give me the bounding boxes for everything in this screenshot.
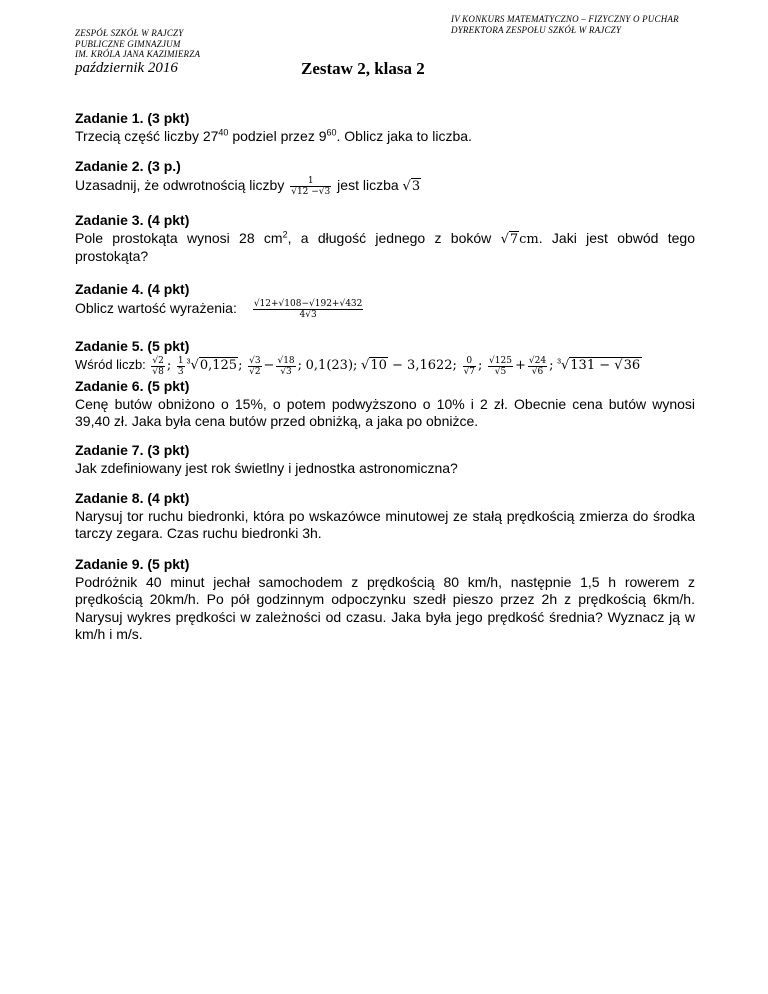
task-3-heading: Zadanie 3. (4 pkt) [75,212,190,228]
task-3-text: Pole prostokąta wynosi 28 $cm^2$, a długość jednego z boków √7cm. Jaki jest obwód tego prostokąta? [75,228,695,264]
task-8 [75,490,695,543]
task-3 [75,212,695,266]
page-title: Zestaw 2, klasa 2 [301,59,425,78]
task-2-text: Uzasadnij, że odwrotnością liczby $\frac{1}{√12 -√3}$ jest liczba √3 [75,175,421,197]
task-6-text: Cenę butów obniżono o 15%, o potem podwyższono o 10% i 2 zł. Obecnie cena butów wynosi 39,40 zł. Jaka była cena butów przed obniżką, a jaka po obniżce. [75,395,695,429]
task-4 [75,281,695,320]
task-1 [75,110,695,145]
task-7 [75,442,695,477]
contest-header [451,14,679,35]
task-9-heading: Zadanie 9. (5 pkt) [75,556,190,572]
task-4-heading: Zadanie 4. (4 pkt) [75,281,190,297]
contest-organizer: DYREKTORA ZESPOŁU SZKÓŁ W RAJCZY [451,24,622,35]
school-header [75,28,200,60]
task-8-heading: Zadanie 8. (4 pkt) [75,490,190,506]
task-5-heading: Zadanie 5. (5 pkt) [75,338,190,354]
task-4-text: Oblicz wartość wyrażenia: $\frac{√12+√108-√192+√432}{4√3}$ [75,298,363,320]
task-7-heading: Zadanie 7. (3 pkt) [75,442,190,458]
task-1-text: Trzecią część liczby $27^{40}$ podziel przez $9^{60}$. Oblicz jaka to liczba. [75,126,472,144]
task-2-heading: Zadanie 2. (3 p.) [75,158,181,174]
task-2-fraction: $\frac{1}{√12 -√3}$ [291,175,331,197]
document-date: październik 2016 [75,60,178,76]
task-4-expression: $\frac{√12+√108-√192+√432}{4√3}$ [253,298,363,320]
task-6 [75,378,695,431]
school-type: PUBLICZNE GIMNAZJUM [75,38,181,49]
task-7-text: Jak zdefiniowany jest rok świetlny i jednostka astronomiczna? [75,459,458,476]
school-name: ZESPÓŁ SZKÓŁ W RAJCZY [75,28,184,38]
task-8-text: Narysuj tor ruchu biedronki, która po wskazówce minutowej ze stałą prędkością zmierza do środka tarczy zegara. Czas ruchu biedronki 3h. [75,507,695,541]
task-2 [75,158,695,197]
task-5 [75,338,695,377]
contest-name: IV KONKURS MATEMATYCZNO – FIZYCZNY O PUCHAR [451,14,679,24]
task-9 [75,556,695,644]
task-9-text: Podróżnik 40 minut jechał samochodem z prędkością 80 km/h, następnie 1,5 h rowerem z prędkością 20km/h. Po pół godzinnym odpoczynku szedł pieszo przez 2h z prędkością 6km/h. Narysuj wykres prędkości w zależności od czasu. Jaka była jego prędkość średnia? Wyznacz ją w km/h i m/s. [75,573,695,642]
task-5-text: Wśród liczb: $\frac{√2}{√8}$ ; $\frac{1}{3}$ $^3$√0,125; $\frac{√3}{√2}$ − $\frac{√18}{√3}$ ; 0,1(23); √10 − 3,1622; $\frac{0}{√7}$ ; $\frac{√125}{√5}$ + $\frac{√24}{√6}$ ; $^3$√131 − √36 [75,355,641,377]
school-patron: IM. KRÓLA JANA KAZIMIERZA [75,49,201,59]
task-1-heading: Zadanie 1. (3 pkt) [75,110,190,126]
task-6-heading: Zadanie 6. (5 pkt) [75,378,190,394]
